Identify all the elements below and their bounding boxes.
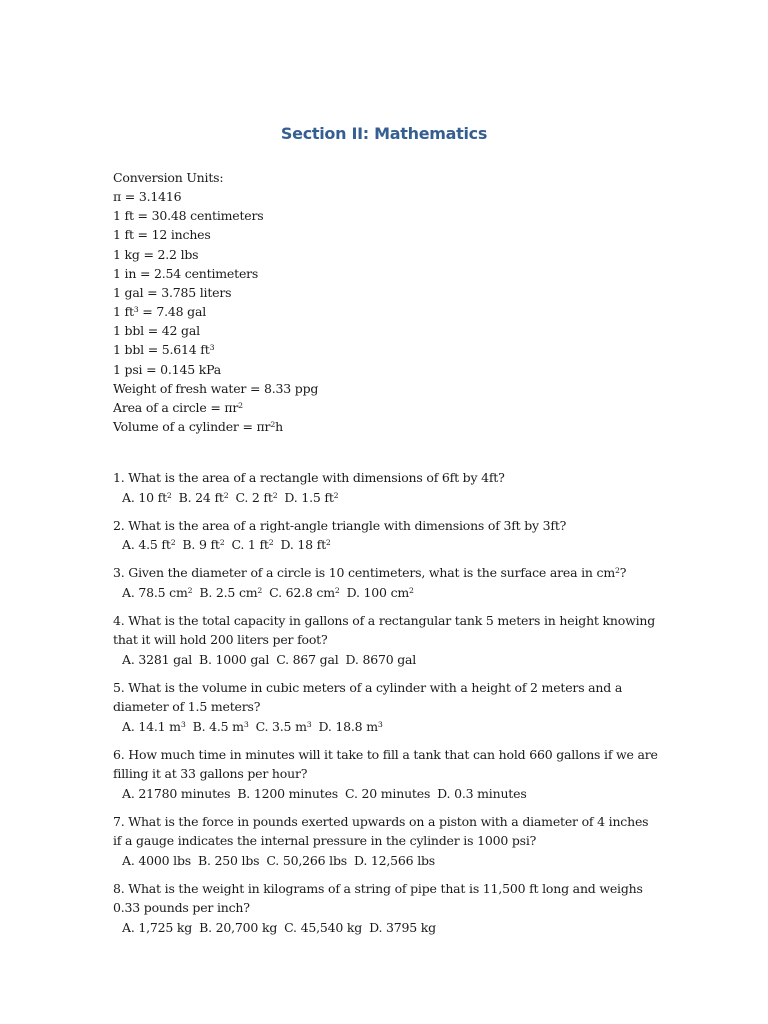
answer-option-text: A. 10 ft	[122, 489, 167, 505]
answer-option-text: C. 3.5 m	[255, 718, 307, 734]
question-text	[113, 678, 658, 717]
answer-option	[237, 786, 338, 801]
question-text-body: 3. Given the diameter of a circle is 10 centimeters, what is the surface area in cm	[113, 565, 615, 580]
question-item	[113, 611, 658, 669]
answer-option-text: A. 21780 minutes	[122, 785, 231, 801]
answer-option	[280, 537, 330, 552]
conversion-text-suffix: h	[275, 419, 283, 435]
answer-option	[235, 490, 277, 505]
question-text-body: 4. What is the total capacity in gallons of a rectangular tank 5 meters in height knowing that it will hold 200 liters per foot?	[113, 612, 656, 647]
conversion-exponent: 2	[238, 400, 243, 410]
answer-option-text: D. 18.8 m	[318, 718, 378, 734]
answer-option-exponent: 2	[333, 490, 339, 500]
answer-option-exponent: 2	[272, 490, 278, 500]
question-text	[113, 745, 658, 784]
answer-option	[284, 490, 338, 505]
conversion-line	[113, 302, 318, 321]
question-text	[113, 879, 658, 918]
question-text-body: 2. What is the area of a right-angle triangle with dimensions of 3ft by 3ft?	[113, 517, 567, 533]
conversion-text: 1 ft	[113, 304, 134, 320]
conversion-line	[113, 264, 318, 283]
answer-option-text: A. 4.5 ft	[122, 537, 171, 552]
answer-option	[276, 652, 338, 667]
answer-options	[113, 535, 658, 554]
conversion-text: 1 psi = 0.145 kPa	[113, 361, 221, 377]
question-item	[113, 563, 658, 602]
answer-option-exponent: 2	[334, 585, 340, 595]
conversion-text: 1 ft = 12 inches	[113, 227, 211, 243]
conversion-line	[113, 360, 318, 379]
answer-option	[318, 719, 382, 734]
answer-option	[269, 585, 339, 600]
answer-option-exponent: 2	[170, 537, 176, 547]
answer-option	[199, 920, 277, 935]
answer-option	[122, 585, 192, 600]
conversion-line	[113, 379, 318, 398]
question-item	[113, 468, 658, 507]
answer-option-text: B. 250 lbs	[197, 852, 260, 868]
conversion-list	[113, 187, 318, 436]
answer-option-text: B. 1200 minutes	[237, 785, 339, 801]
answer-option	[122, 786, 230, 801]
answer-option-exponent: 3	[243, 719, 249, 729]
question-text	[113, 468, 658, 488]
answer-option	[122, 853, 191, 868]
answer-option	[256, 719, 312, 734]
conversion-line	[113, 340, 318, 359]
conversion-text: Weight of fresh water = 8.33 ppg	[113, 380, 319, 396]
answer-option-text: A. 3281 gal	[122, 651, 193, 667]
answer-option	[122, 652, 192, 667]
answer-option-exponent: 2	[187, 585, 193, 595]
question-text	[113, 516, 658, 536]
conversion-line	[113, 283, 318, 302]
answer-option-text: A. 1,725 kg	[122, 919, 193, 935]
answer-options	[113, 918, 658, 937]
answer-option-exponent: 2	[268, 537, 274, 547]
answer-option-text: D. 12,566 lbs	[353, 852, 436, 868]
conversion-line	[113, 321, 318, 340]
answer-option-exponent: 2	[166, 490, 172, 500]
answer-options	[113, 784, 658, 803]
answer-option	[345, 786, 430, 801]
answer-option	[266, 853, 347, 868]
answer-option	[347, 585, 414, 600]
conversion-text: 1 kg = 2.2 lbs	[113, 246, 199, 262]
answer-option-exponent: 2	[325, 537, 331, 547]
conversion-text: 1 in = 2.54 centimeters	[113, 265, 259, 281]
question-text-body: 1. What is the area of a rectangle with dimensions of 6ft by 4ft?	[113, 470, 505, 485]
question-text-body: 6. How much time in minutes will it take to fill a tank that can hold 660 gallons if we are filling it at 33 gallons per hour?	[113, 746, 658, 781]
answer-option-text: D. 3795 kg	[369, 919, 436, 935]
answer-option-text: C. 62.8 cm	[269, 584, 335, 600]
answer-option-text: C. 2 ft	[235, 489, 273, 505]
answer-option-exponent: 3	[180, 719, 186, 729]
conversion-text: 1 bbl = 42 gal	[113, 323, 200, 339]
answer-option-text: B. 4.5 m	[192, 718, 244, 734]
conversion-line	[113, 417, 318, 436]
answer-option	[122, 920, 192, 935]
question-item	[113, 812, 658, 870]
answer-option-exponent: 3	[306, 719, 312, 729]
question-text	[113, 812, 658, 851]
answer-option-exponent: 2	[409, 585, 414, 595]
answer-option-exponent: 2	[257, 585, 263, 595]
answer-options	[113, 650, 658, 669]
question-text-body: 8. What is the weight in kilograms of a string of pipe that is 11,500 ft long and weighs 0.33 pounds per inch?	[113, 880, 643, 915]
answer-option-text: D. 18 ft	[280, 537, 326, 552]
question-item	[113, 678, 658, 736]
conversion-line	[113, 398, 318, 417]
question-list	[113, 468, 658, 946]
answer-option-text: C. 20 minutes	[345, 785, 431, 801]
answer-option	[199, 652, 269, 667]
question-text-body: 7. What is the force in pounds exerted upwards on a piston with a diameter of 4 inches if a gauge indicates the internal pressure in the cylinder is 1000 psi?	[113, 813, 649, 848]
answer-option	[198, 853, 259, 868]
conversion-text: 1 ft = 30.48 centimeters	[113, 208, 264, 224]
conversion-line	[113, 206, 318, 225]
answer-option-exponent: 2	[223, 490, 229, 500]
answer-option-text: A. 4000 lbs	[122, 852, 191, 868]
conversion-heading: Conversion Units:	[113, 170, 224, 185]
answer-options	[113, 583, 658, 602]
conversion-text: π = 3.1416	[113, 189, 182, 205]
question-item	[113, 516, 658, 555]
conversion-units	[113, 168, 318, 436]
answer-option-text: B. 20,700 kg	[199, 919, 278, 935]
answer-option	[179, 490, 229, 505]
answer-option-exponent: 3	[377, 719, 383, 729]
answer-option	[354, 853, 435, 868]
conversion-exponent: 3	[133, 304, 139, 314]
answer-option-text: A. 78.5 cm	[122, 584, 188, 600]
conversion-exponent: 2	[270, 419, 276, 429]
answer-option-text: C. 1 ft	[231, 537, 269, 552]
conversion-text: 1 gal = 3.785 liters	[113, 284, 232, 300]
answer-option	[193, 719, 249, 734]
answer-option-text: B. 24 ft	[178, 489, 224, 505]
question-text-body: 5. What is the volume in cubic meters of a cylinder with a height of 2 meters and a diameter of 1.5 meters?	[113, 679, 623, 714]
answer-option	[122, 490, 172, 505]
answer-option	[231, 537, 273, 552]
answer-option	[122, 537, 175, 552]
question-text	[113, 611, 658, 650]
answer-option-text: D. 0.3 minutes	[437, 785, 527, 801]
answer-option-text: B. 9 ft	[182, 537, 220, 552]
answer-option-text: D. 8670 gal	[345, 651, 417, 667]
question-item	[113, 879, 658, 937]
conversion-text: 1 bbl = 5.614 ft	[113, 342, 210, 358]
answer-option	[284, 920, 362, 935]
answer-option-text: D. 1.5 ft	[284, 489, 334, 505]
answer-option	[122, 719, 186, 734]
answer-option-text: A. 14.1 m	[122, 718, 181, 734]
answer-options	[113, 488, 658, 507]
answer-options	[113, 851, 658, 870]
conversion-text-suffix: = 7.48 gal	[138, 304, 206, 320]
answer-option	[437, 786, 526, 801]
section-title: Section II: Mathematics	[280, 124, 488, 143]
question-exponent: 2	[614, 565, 620, 575]
question-item	[113, 745, 658, 803]
answer-option-text: C. 45,540 kg	[284, 919, 363, 935]
answer-option-exponent: 2	[219, 537, 225, 547]
answer-option-text: C. 50,266 lbs	[266, 852, 347, 868]
answer-option	[346, 652, 417, 667]
answer-options	[113, 717, 658, 736]
answer-option-text: C. 867 gal	[276, 651, 339, 667]
answer-option-text: B. 1000 gal	[199, 651, 270, 667]
answer-option	[199, 585, 262, 600]
question-text	[113, 563, 658, 583]
answer-option-text: B. 2.5 cm	[199, 584, 258, 600]
conversion-line	[113, 187, 318, 206]
answer-option	[369, 920, 436, 935]
conversion-line	[113, 245, 318, 264]
conversion-exponent: 3	[209, 343, 215, 353]
conversion-text: Area of a circle = πr	[113, 399, 239, 415]
answer-option	[182, 537, 224, 552]
question-text-suffix: ?	[619, 565, 627, 580]
conversion-text: Volume of a cylinder = πr	[113, 419, 271, 435]
conversion-line	[113, 225, 318, 244]
answer-option-text: D. 100 cm	[346, 584, 410, 600]
